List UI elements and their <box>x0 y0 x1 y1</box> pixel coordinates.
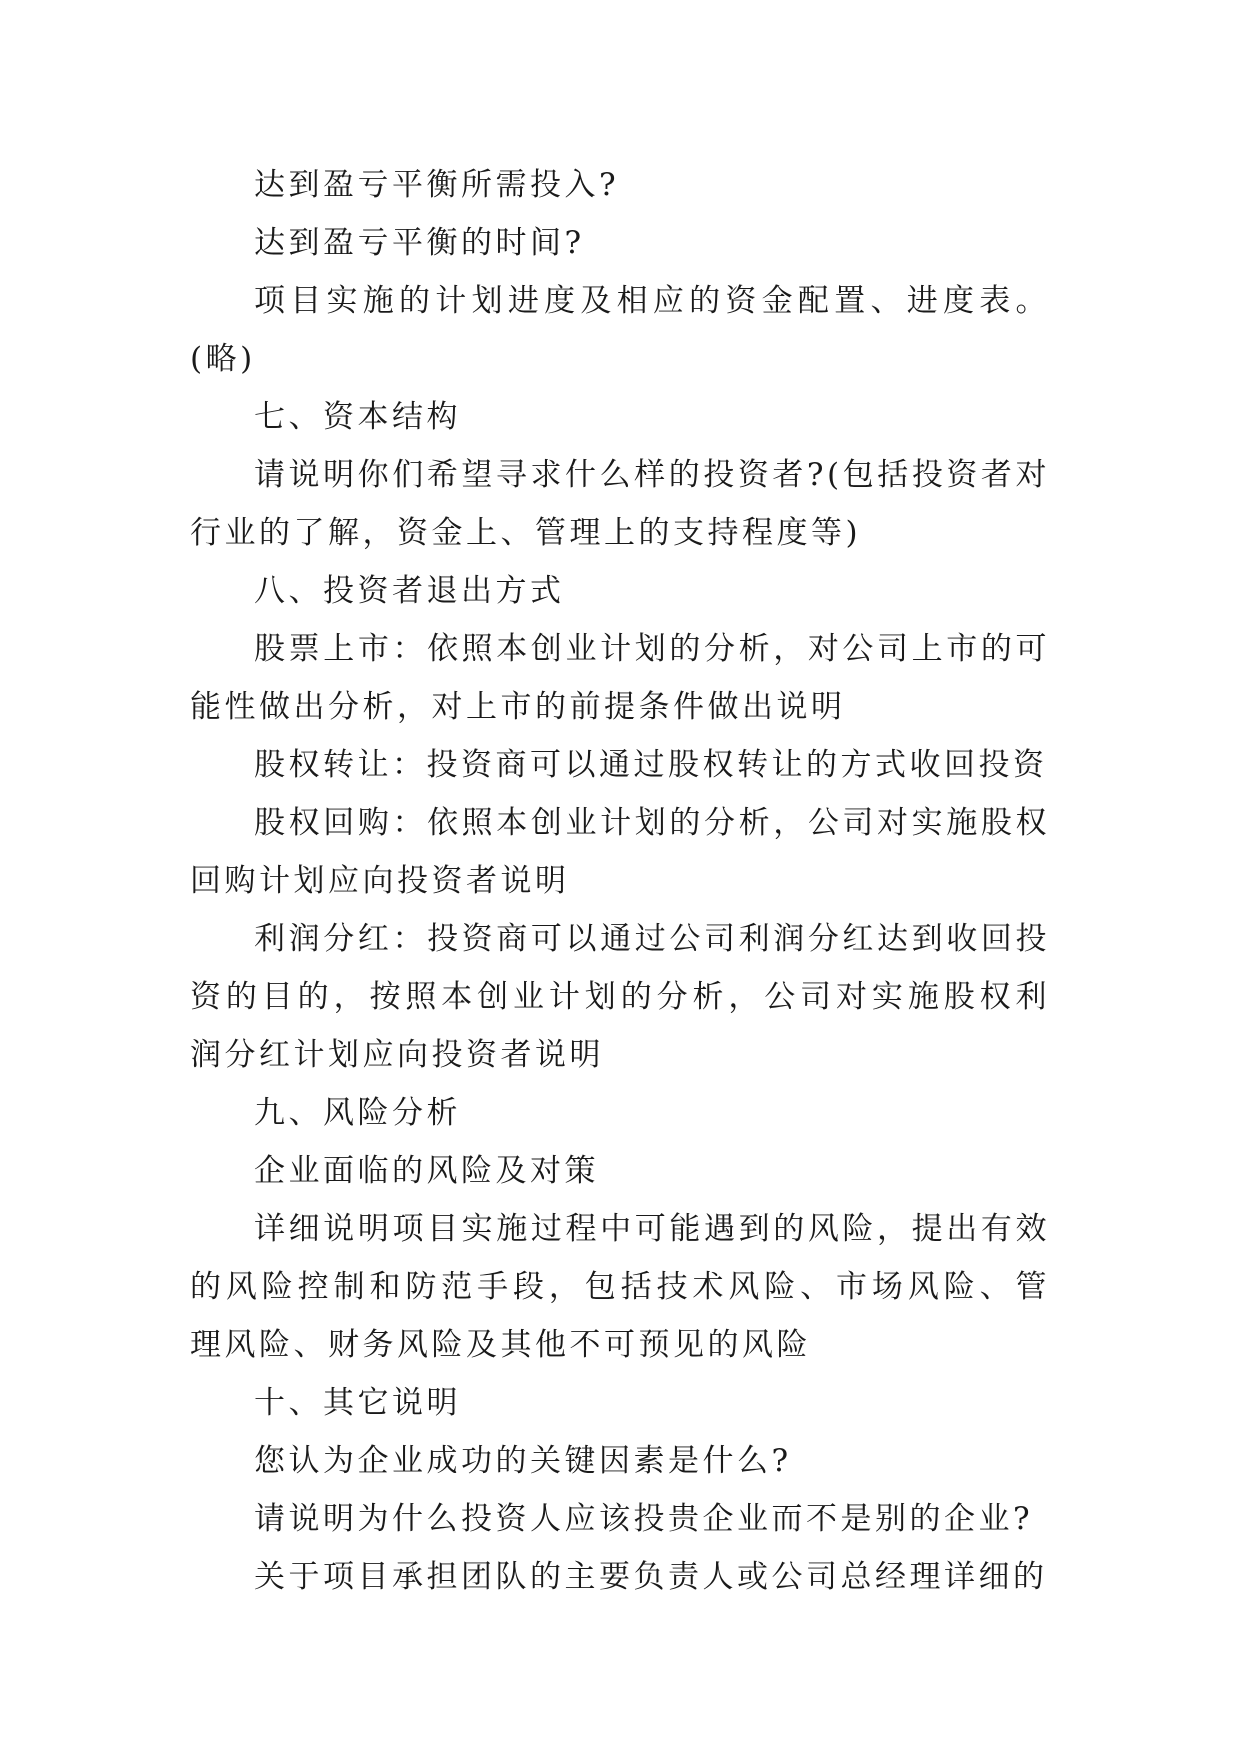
paragraph-implementation-schedule: 项目实施的计划进度及相应的资金配置、进度表。(略) <box>190 283 1050 377</box>
paragraph-success-factors: 您认为企业成功的关键因素是什么? <box>254 1443 792 1479</box>
paragraph-equity-buyback: 股权回购：依照本创业计划的分析，公司对实施股权回购计划应向投资者说明 <box>190 805 1050 899</box>
section-heading-risk-analysis: 九、风险分析 <box>254 1095 461 1131</box>
paragraph-ipo: 股票上市：依照本创业计划的分析，对公司上市的可能性做出分析，对上市的前提条件做出说明 <box>190 631 1050 725</box>
document-body <box>190 156 1050 1606</box>
paragraph-investor-type: 请说明你们希望寻求什么样的投资者?(包括投资者对行业的了解，资金上、管理上的支持程度等) <box>190 457 1050 551</box>
paragraph-breakeven-investment: 达到盈亏平衡所需投入? <box>254 167 620 203</box>
section-heading-other-notes: 十、其它说明 <box>254 1385 461 1421</box>
section-heading-capital-structure: 七、资本结构 <box>254 399 461 435</box>
paragraph-profit-dividend: 利润分红：投资商可以通过公司利润分红达到收回投资的目的，按照本创业计划的分析，公司对实施股权利润分红计划应向投资者说明 <box>190 921 1050 1073</box>
section-heading-investor-exit: 八、投资者退出方式 <box>254 573 565 609</box>
paragraph-risk-details: 详细说明项目实施过程中可能遇到的风险，提出有效的风险控制和防范手段，包括技术风险、市场风险、管理风险、财务风险及其他不可预见的风险 <box>190 1211 1050 1363</box>
paragraph-team-leader: 关于项目承担团队的主要负责人或公司总经理详细的 <box>254 1559 1048 1595</box>
paragraph-breakeven-time: 达到盈亏平衡的时间? <box>254 225 585 261</box>
paragraph-why-invest: 请说明为什么投资人应该投贵企业而不是别的企业? <box>254 1501 1034 1537</box>
paragraph-equity-transfer: 股权转让：投资商可以通过股权转让的方式收回投资 <box>254 747 1048 783</box>
paragraph-risk-countermeasures: 企业面临的风险及对策 <box>254 1153 599 1189</box>
